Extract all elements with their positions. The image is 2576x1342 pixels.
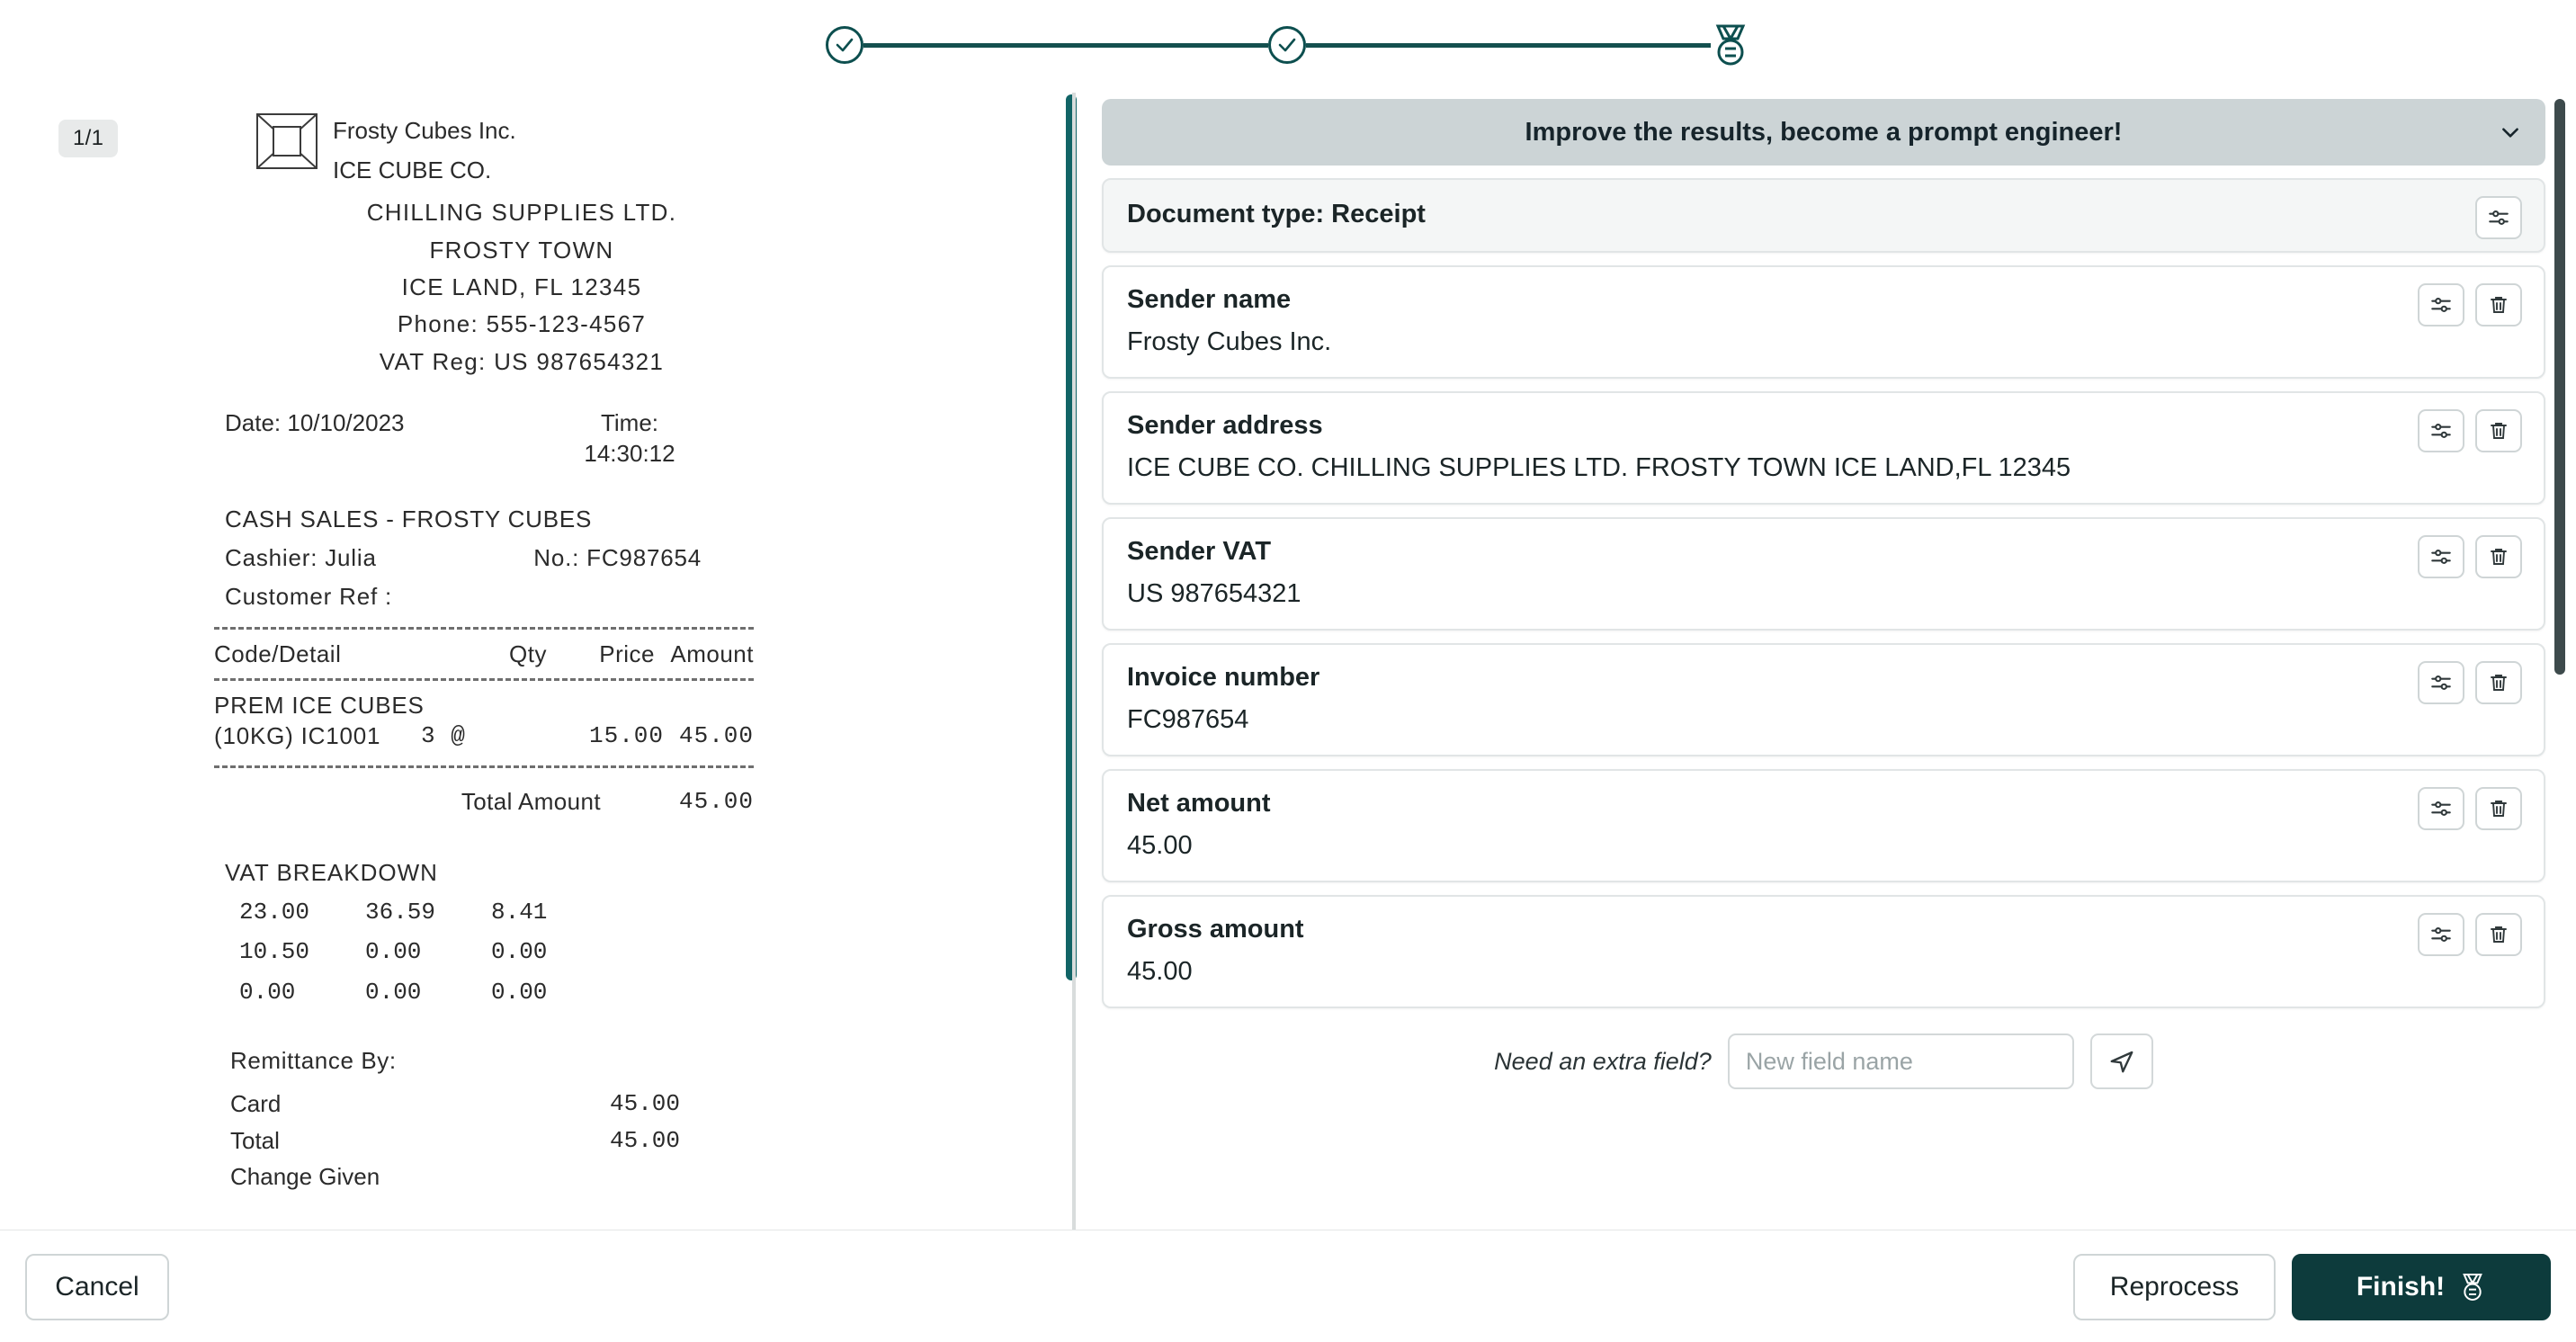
progress-stepper xyxy=(0,0,2576,90)
receipt-item-amount: 45.00 xyxy=(678,722,754,750)
stepper-connector-2 xyxy=(1306,43,1711,48)
page-indicator: 1/1 xyxy=(58,120,118,157)
field-card-document-type[interactable] xyxy=(1102,178,2545,253)
field-card-sender-address[interactable] xyxy=(1102,391,2545,505)
receipt-item-qty: 3 @ xyxy=(421,722,466,750)
field-card-net-amount[interactable] xyxy=(1102,769,2545,882)
field-card-invoice-number[interactable] xyxy=(1102,643,2545,756)
payment-label: Card xyxy=(230,1090,282,1118)
add-field-label: Need an extra field? xyxy=(1494,1047,1712,1075)
receipt-date-time-row xyxy=(207,407,836,470)
vat-cell: 10.50 xyxy=(239,938,310,966)
receipt-payment-row xyxy=(230,1088,680,1119)
receipt-col-price: Price xyxy=(599,640,655,667)
receipt-company-line2: ICE CUBE CO. xyxy=(333,157,492,184)
trash-icon xyxy=(2488,924,2509,945)
receipt-customer-ref: Customer Ref : xyxy=(225,583,393,611)
trash-icon xyxy=(2488,420,2509,442)
delete-field-button[interactable] xyxy=(2475,535,2522,578)
check-circle-icon xyxy=(834,34,855,56)
receipt-cashier: Cashier: Julia xyxy=(225,543,377,571)
receipt-payment-row xyxy=(230,1161,680,1192)
delete-field-button[interactable] xyxy=(2475,661,2522,704)
receipt-vat-row xyxy=(207,977,836,1007)
reprocess-button[interactable]: Reprocess xyxy=(2073,1254,2276,1320)
field-label: Sender VAT xyxy=(1127,537,1272,566)
sliders-icon xyxy=(2487,206,2510,229)
receipt-item-title: PREM ICE CUBES xyxy=(214,691,425,719)
receipt-vat-row xyxy=(207,936,836,967)
receipt-company-line1: Frosty Cubes Inc. xyxy=(333,117,516,144)
field-value[interactable]: FC987654 xyxy=(1127,705,1249,734)
field-value[interactable]: US 987654321 xyxy=(1127,579,1301,608)
receipt-header-line: CHILLING SUPPLIES LTD. xyxy=(366,199,677,227)
sliders-icon xyxy=(2429,923,2453,946)
field-value[interactable]: Frosty Cubes Inc. xyxy=(1127,327,1332,356)
receipt-item-code: (10KG) IC1001 xyxy=(214,722,381,750)
receipt-col-code: Code/Detail xyxy=(214,640,342,667)
receipt-col-amount: Amount xyxy=(670,640,754,667)
receipt-payment-row xyxy=(230,1125,680,1156)
document-type-label: Document type: Receipt xyxy=(1127,200,1426,228)
finish-label: Finish! xyxy=(2356,1272,2446,1302)
vat-cell: 0.00 xyxy=(491,978,548,1006)
payment-value xyxy=(518,1161,680,1192)
vat-cell: 0.00 xyxy=(365,938,422,966)
edit-field-button[interactable] xyxy=(2418,535,2464,578)
medal-icon[interactable] xyxy=(1711,23,1750,67)
banner-label: Improve the results, become a prompt engineer! xyxy=(1525,117,2123,147)
receipt-doc-number: No.: FC987654 xyxy=(533,543,702,571)
prompt-engineer-banner[interactable] xyxy=(1102,99,2545,166)
receipt-sale-block xyxy=(207,504,836,613)
footer-bar xyxy=(0,1230,2576,1342)
payment-value: 45.00 xyxy=(609,1090,680,1118)
vat-cell: 23.00 xyxy=(239,899,310,926)
sliders-icon xyxy=(2429,293,2453,317)
receipt-header-lines xyxy=(207,197,836,377)
new-field-name-input[interactable] xyxy=(1728,1033,2074,1089)
receipt-content xyxy=(207,111,836,1192)
field-card-sender-vat[interactable] xyxy=(1102,517,2545,631)
cancel-button[interactable]: Cancel xyxy=(25,1254,169,1320)
field-value[interactable]: ICE CUBE CO. CHILLING SUPPLIES LTD. FROSTY TOWN ICE LAND,FL 12345 xyxy=(1127,453,2071,482)
delete-field-button[interactable] xyxy=(2475,283,2522,327)
receipt-time-label: Time: xyxy=(600,408,659,436)
submit-new-field-button[interactable] xyxy=(2090,1033,2153,1089)
receipt-remittance-label: Remittance By: xyxy=(230,1047,397,1074)
delete-field-button[interactable] xyxy=(2475,409,2522,452)
receipt-date: Date: 10/10/2023 xyxy=(225,408,405,436)
field-label: Sender address xyxy=(1127,411,1323,440)
receipt-header-line: FROSTY TOWN xyxy=(429,236,614,264)
medal-icon xyxy=(2459,1273,2486,1302)
receipt-item-row xyxy=(214,720,754,751)
receipt-divider-head xyxy=(214,678,754,681)
trash-icon xyxy=(2488,546,2509,568)
field-label: Sender name xyxy=(1127,285,1292,314)
receipt-item-price: 15.00 xyxy=(588,722,664,750)
receipt-vat-row xyxy=(207,897,836,927)
receipt-total-label: Total Amount xyxy=(461,788,601,816)
stepper-connector-1 xyxy=(863,43,1268,48)
edit-field-button[interactable] xyxy=(2418,661,2464,704)
check-circle-icon xyxy=(1276,34,1298,56)
step-1-complete[interactable] xyxy=(826,26,863,64)
receipt-divider-bottom xyxy=(214,765,754,768)
edit-prompt-button[interactable] xyxy=(2475,196,2522,239)
finish-button[interactable] xyxy=(2292,1254,2551,1320)
document-preview-panel[interactable] xyxy=(36,93,1061,1231)
receipt-col-qty: Qty xyxy=(509,640,547,667)
sliders-icon xyxy=(2429,419,2453,443)
delete-field-button[interactable] xyxy=(2475,787,2522,830)
edit-field-button[interactable] xyxy=(2418,913,2464,956)
field-value[interactable]: 45.00 xyxy=(1127,957,1193,986)
vat-cell: 0.00 xyxy=(239,978,296,1006)
payment-value: 45.00 xyxy=(609,1126,680,1154)
receipt-divider-top xyxy=(214,627,754,630)
edit-field-button[interactable] xyxy=(2418,283,2464,327)
field-card-sender-name[interactable] xyxy=(1102,265,2545,379)
receipt-total-row xyxy=(214,786,754,817)
chevron-down-icon[interactable] xyxy=(2499,121,2522,144)
results-scrollbar-thumb[interactable] xyxy=(2554,99,2565,675)
receipt-header-line: Phone: 555-123-4567 xyxy=(397,310,647,338)
vat-cell: 0.00 xyxy=(491,938,548,966)
field-label: Invoice number xyxy=(1127,663,1320,692)
edit-field-button[interactable] xyxy=(2418,787,2464,830)
sliders-icon xyxy=(2429,545,2453,568)
step-2-complete[interactable] xyxy=(1268,26,1306,64)
field-card-gross-amount[interactable] xyxy=(1102,895,2545,1008)
receipt-header-line: VAT Reg: US 987654321 xyxy=(379,347,665,375)
extraction-results-panel xyxy=(1102,99,2545,1232)
payment-label: Total xyxy=(230,1126,280,1154)
field-label: Net amount xyxy=(1127,789,1271,818)
results-scrollbar[interactable] xyxy=(2554,99,2565,1228)
trash-icon xyxy=(2488,798,2509,819)
receipt-sale-title: CASH SALES - FROSTY CUBES xyxy=(225,505,593,532)
ice-cube-logo-icon xyxy=(254,111,320,172)
receipt-vat-title: VAT BREAKDOWN xyxy=(225,858,438,886)
delete-field-button[interactable] xyxy=(2475,913,2522,956)
send-icon xyxy=(2108,1048,2135,1075)
add-field-row xyxy=(1102,1033,2545,1089)
edit-field-button[interactable] xyxy=(2418,409,2464,452)
vat-cell: 8.41 xyxy=(491,899,548,926)
trash-icon xyxy=(2488,672,2509,693)
trash-icon xyxy=(2488,294,2509,316)
field-label: Gross amount xyxy=(1127,915,1304,944)
receipt-time-value: 14:30:12 xyxy=(584,440,675,468)
receipt-table-header xyxy=(214,639,754,669)
vat-cell: 0.00 xyxy=(365,978,422,1006)
receipt-header-line: ICE LAND, FL 12345 xyxy=(401,273,642,300)
receipt-logo-row xyxy=(207,111,836,190)
sliders-icon xyxy=(2429,797,2453,820)
sliders-icon xyxy=(2429,671,2453,694)
field-value[interactable]: 45.00 xyxy=(1127,831,1193,860)
receipt-total-value: 45.00 xyxy=(678,788,754,816)
payment-label: Change Given xyxy=(230,1162,380,1190)
vat-cell: 36.59 xyxy=(365,899,436,926)
panel-divider xyxy=(1072,93,1076,1231)
